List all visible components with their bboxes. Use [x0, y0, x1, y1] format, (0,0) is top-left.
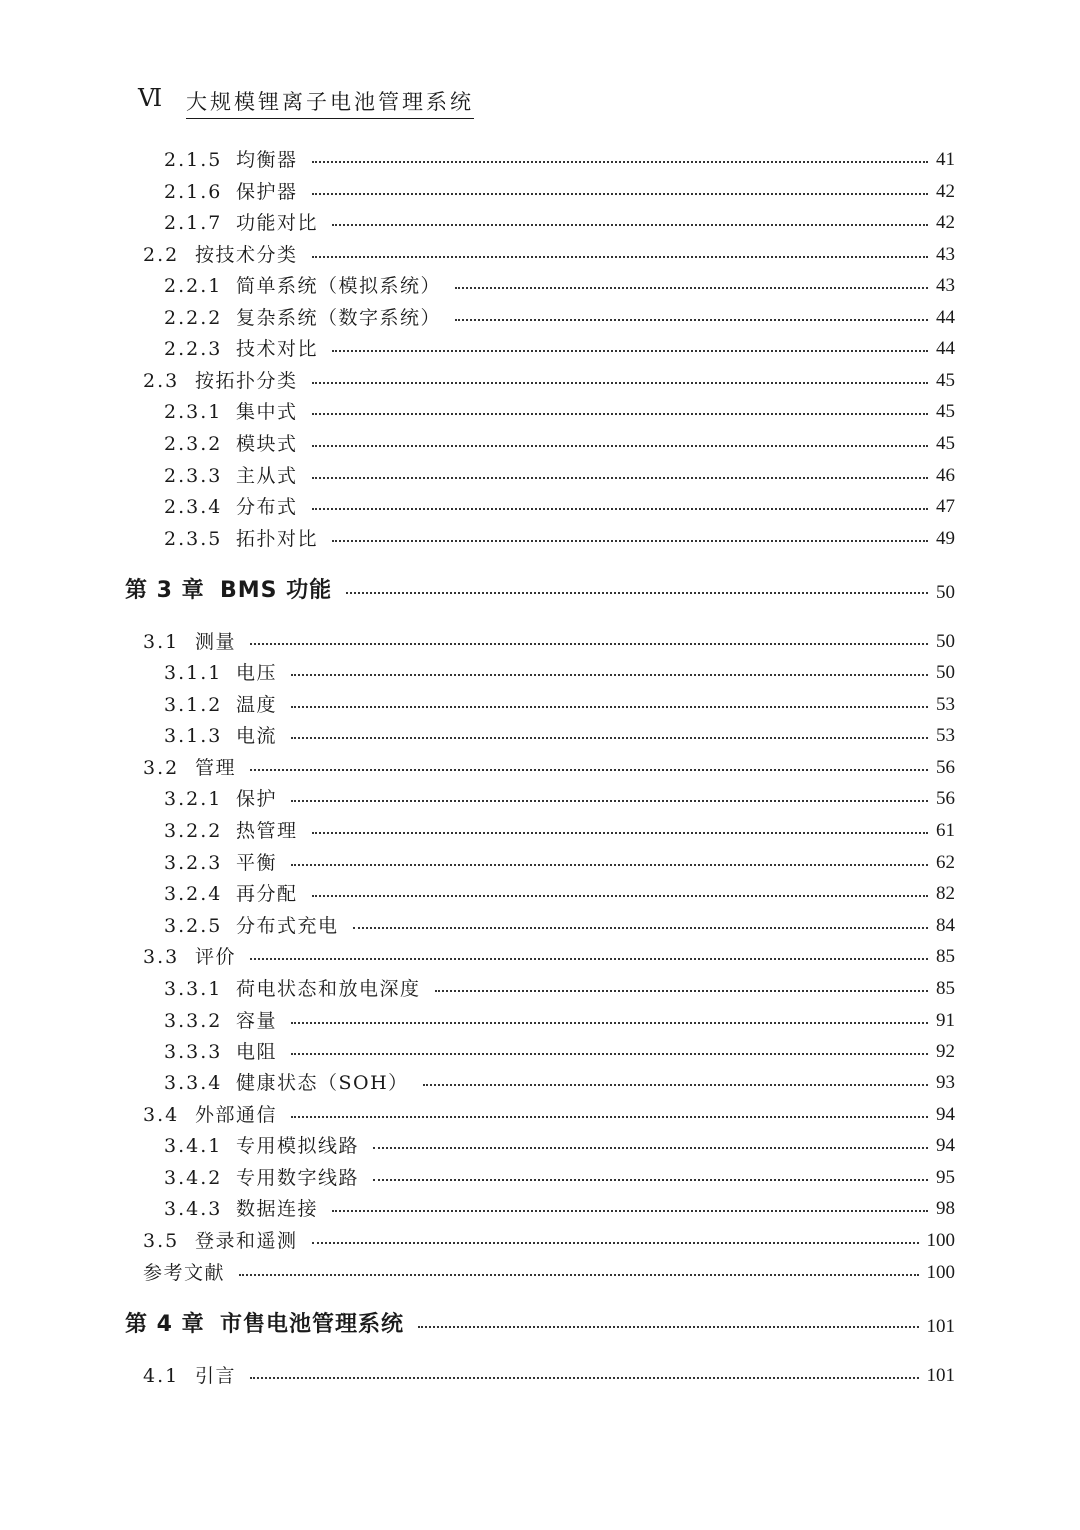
toc-entry-label: [164, 690, 277, 720]
toc-page-number: 53: [936, 725, 955, 746]
toc-entry[interactable]: [0, 879, 1080, 909]
toc-entry-number: 3.3.3: [164, 1041, 223, 1063]
toc-entry-label: [164, 816, 298, 846]
toc-page-number: 41: [936, 149, 955, 170]
toc-page-number: 82: [936, 883, 955, 904]
toc-chapter-entry[interactable]: [0, 1310, 1080, 1340]
toc-entry-label: [164, 1068, 409, 1098]
toc-entry-title: 健康状态（SOH）: [236, 1072, 409, 1094]
toc-entry-number: 第 3 章: [125, 578, 205, 603]
toc-entry-label: [143, 942, 236, 972]
toc-entry-number: 3.4: [143, 1104, 180, 1126]
toc-entry-number: 3.2: [143, 757, 180, 779]
toc-entry-number: 2.2.3: [164, 338, 223, 360]
toc-entry-number: 2.3.4: [164, 496, 223, 518]
toc-entry-label: [164, 303, 441, 333]
toc-entry-number: 2.3: [143, 370, 180, 392]
dot-leader: [291, 737, 928, 739]
toc-entry-label: [143, 753, 236, 783]
toc-page-number: 84: [936, 915, 955, 936]
toc-entry-title: 专用数字线路: [236, 1167, 360, 1189]
dot-leader: [332, 350, 928, 352]
toc-entry-label: [143, 240, 298, 270]
toc-entry-number: 3.1.1: [164, 662, 223, 684]
toc-entry[interactable]: [0, 461, 1080, 491]
toc-entry-title: 按技术分类: [195, 244, 298, 266]
dot-leader: [435, 990, 928, 992]
toc-page-number: 100: [926, 1230, 955, 1251]
toc-entry-title: 保护器: [236, 181, 298, 203]
toc-page-number: 50: [936, 582, 955, 603]
toc-page-number: 93: [936, 1072, 955, 1093]
toc-entry-label: [164, 974, 421, 1004]
toc-page-number: 42: [936, 181, 955, 202]
toc-entry-title: 评价: [195, 946, 237, 968]
toc-entry-title: 电压: [236, 662, 278, 684]
toc-entry-number: 3.2.1: [164, 788, 223, 810]
toc-entry-number: 第 4 章: [125, 1312, 205, 1337]
toc-entry[interactable]: [0, 492, 1080, 522]
toc-entry[interactable]: [0, 240, 1080, 270]
toc-entry[interactable]: [0, 1194, 1080, 1224]
dot-leader: [373, 1179, 928, 1181]
toc-entry-title: 功能对比: [236, 212, 319, 234]
toc-entry-label: [164, 271, 441, 301]
toc-page-number: 44: [936, 338, 955, 359]
toc-entry[interactable]: [0, 816, 1080, 846]
toc-page-number: 85: [936, 978, 955, 999]
toc-entry-number: 2.1.6: [164, 181, 223, 203]
toc-entry-label: [164, 1163, 359, 1193]
toc-entry[interactable]: [0, 366, 1080, 396]
toc-page-number: 49: [936, 528, 955, 549]
toc-entry[interactable]: [0, 303, 1080, 333]
dot-leader: [455, 319, 928, 321]
dot-leader: [291, 1116, 928, 1118]
toc-page-number: 61: [936, 820, 955, 841]
toc-entry-title: 温度: [236, 694, 278, 716]
toc-entry-title: 保护: [236, 788, 278, 810]
toc-entry-title: 测量: [195, 631, 237, 653]
toc-entry-number: 3.4.2: [164, 1167, 223, 1189]
dot-leader: [312, 382, 928, 384]
toc-entry[interactable]: [0, 911, 1080, 941]
toc-entry[interactable]: [0, 177, 1080, 207]
toc-entry-label: [164, 1037, 277, 1067]
toc-entry-label: [164, 1194, 318, 1224]
toc-entry-number: 4.1: [143, 1365, 180, 1387]
toc-entry-number: 3.2.4: [164, 883, 223, 905]
toc-entry-label: [164, 879, 298, 909]
toc-entry[interactable]: [0, 1006, 1080, 1036]
toc-entry-title: 按拓扑分类: [195, 370, 298, 392]
dot-leader: [418, 1326, 918, 1328]
toc-entry-title: 主从式: [236, 465, 298, 487]
dot-leader: [291, 1022, 928, 1024]
toc-entry-title: 模块式: [236, 433, 298, 455]
toc-entry-number: 3.3.4: [164, 1072, 223, 1094]
toc-entry-number: 2.1.7: [164, 212, 223, 234]
toc-entry[interactable]: [0, 1258, 1080, 1288]
toc-entry[interactable]: [0, 208, 1080, 238]
dot-leader: [291, 800, 928, 802]
dot-leader: [312, 161, 928, 163]
toc-entry[interactable]: [0, 753, 1080, 783]
toc-entry-title: 热管理: [236, 820, 298, 842]
dot-leader: [353, 927, 928, 929]
toc-page-number: 50: [936, 631, 955, 652]
toc-entry-title: 专用模拟线路: [236, 1135, 360, 1157]
dot-leader: [250, 643, 928, 645]
toc-entry-title: 拓扑对比: [236, 528, 319, 550]
toc-page-number: 98: [936, 1198, 955, 1219]
toc-entry-number: 2.1.5: [164, 149, 223, 171]
dot-leader: [312, 413, 928, 415]
dot-leader: [423, 1084, 928, 1086]
toc-entry-title: 简单系统（模拟系统）: [236, 275, 442, 297]
toc-entry[interactable]: [0, 271, 1080, 301]
toc-entry-label: [164, 721, 277, 751]
toc-entry-number: 2.2: [143, 244, 180, 266]
toc-page-number: 43: [936, 275, 955, 296]
toc-entry-number: 2.3.3: [164, 465, 223, 487]
toc-page-number: 95: [936, 1167, 955, 1188]
dot-leader: [312, 193, 928, 195]
toc-entry-title: 参考文献: [143, 1262, 226, 1284]
dot-leader: [332, 540, 928, 542]
toc-entry-title: 分布式充电: [236, 915, 339, 937]
toc-entry-label: [164, 461, 298, 491]
toc-entry-number: 3.1.3: [164, 725, 223, 747]
toc-entry-label: [164, 429, 298, 459]
toc-entry-number: 3.2.3: [164, 852, 223, 874]
toc-entry-title: 均衡器: [236, 149, 298, 171]
toc-page-number: 62: [936, 852, 955, 873]
toc-entry-number: 3.1: [143, 631, 180, 653]
dot-leader: [312, 832, 928, 834]
toc-entry[interactable]: [0, 627, 1080, 657]
toc-entry-label: [164, 848, 277, 878]
toc-entry[interactable]: [0, 429, 1080, 459]
toc-entry[interactable]: [0, 721, 1080, 751]
dot-leader: [332, 224, 928, 226]
dot-leader: [250, 958, 928, 960]
toc-entry-label: [143, 1226, 298, 1256]
dot-leader: [239, 1274, 918, 1276]
toc-entry-label: [164, 492, 298, 522]
toc-page-number: 91: [936, 1010, 955, 1031]
dot-leader: [250, 1377, 918, 1379]
toc-entry-number: 3.1.2: [164, 694, 223, 716]
toc-entry-number: 3.5: [143, 1230, 180, 1252]
toc-entry-number: 2.2.2: [164, 307, 223, 329]
toc-page-number: 45: [936, 401, 955, 422]
toc-entry-title: 再分配: [236, 883, 298, 905]
toc-entry-label: [164, 1131, 359, 1161]
toc-entry-number: 3.2.5: [164, 915, 223, 937]
dot-leader: [312, 445, 928, 447]
toc-page-number: 101: [926, 1365, 955, 1386]
toc-page-number: 94: [936, 1104, 955, 1125]
toc-entry[interactable]: [0, 524, 1080, 554]
toc-entry-label: [164, 177, 298, 207]
toc-entry-title: 登录和遥测: [195, 1230, 298, 1252]
toc-entry-number: 2.3.5: [164, 528, 223, 550]
page-number: Ⅵ: [138, 86, 164, 112]
book-title: 大规模锂离子电池管理系统: [186, 86, 474, 119]
toc-entry-title: 容量: [236, 1010, 278, 1032]
toc-entry-number: 2.3.2: [164, 433, 223, 455]
toc-entry-number: 2.2.1: [164, 275, 223, 297]
toc-page-number: 100: [926, 1262, 955, 1283]
toc-entry-title: 外部通信: [195, 1104, 278, 1126]
toc-entry-title: 电流: [236, 725, 278, 747]
toc-entry-label: [143, 1361, 236, 1391]
toc-entry[interactable]: [0, 690, 1080, 720]
toc-entry-number: 3.3.2: [164, 1010, 223, 1032]
toc-page-number: 42: [936, 212, 955, 233]
dot-leader: [346, 592, 928, 594]
toc-entry[interactable]: [0, 848, 1080, 878]
toc-page-number: 44: [936, 307, 955, 328]
toc-page-number: 53: [936, 694, 955, 715]
toc-entry[interactable]: [0, 334, 1080, 364]
dot-leader: [291, 674, 928, 676]
toc-entry-label: [164, 334, 318, 364]
toc-entry-label: [143, 1258, 225, 1288]
toc-entry-title: 分布式: [236, 496, 298, 518]
toc-entry-label: [143, 366, 298, 396]
toc-entry-title: 集中式: [236, 401, 298, 423]
toc-entry-title: 荷电状态和放电深度: [236, 978, 421, 1000]
toc-entry-title: 复杂系统（数字系统）: [236, 307, 442, 329]
dot-leader: [312, 895, 928, 897]
dot-leader: [332, 1210, 928, 1212]
toc-entry-label: [125, 1310, 404, 1340]
toc-entry-label: [164, 208, 318, 238]
toc-entry[interactable]: [0, 1163, 1080, 1193]
toc-entry-label: [125, 576, 332, 606]
toc-entry-number: 3.4.3: [164, 1198, 223, 1220]
toc-page-number: 46: [936, 465, 955, 486]
toc-entry[interactable]: [0, 974, 1080, 1004]
toc-entry[interactable]: [0, 1361, 1080, 1391]
dot-leader: [250, 769, 928, 771]
toc-entry-number: 3.3.1: [164, 978, 223, 1000]
toc-entry[interactable]: [0, 784, 1080, 814]
toc-entry-label: [164, 524, 318, 554]
toc-entry-label: [164, 145, 298, 175]
toc-page-number: 101: [926, 1316, 955, 1337]
toc-entry-label: [164, 911, 339, 941]
toc-page-number: 94: [936, 1135, 955, 1156]
toc-entry-label: [143, 1100, 277, 1130]
dot-leader: [312, 477, 928, 479]
toc-page-number: 56: [936, 788, 955, 809]
dot-leader: [312, 256, 928, 258]
toc-entry-title: 数据连接: [236, 1198, 319, 1220]
toc-entry-label: [164, 658, 277, 688]
dot-leader: [455, 287, 928, 289]
dot-leader: [312, 1242, 919, 1244]
toc-entry-title: 管理: [195, 757, 237, 779]
toc-entry-title: 技术对比: [236, 338, 319, 360]
toc-page-number: 45: [936, 433, 955, 454]
dot-leader: [312, 508, 928, 510]
toc-page-number: 45: [936, 370, 955, 391]
toc-entry-title: 市售电池管理系统: [220, 1312, 405, 1337]
dot-leader: [291, 706, 928, 708]
toc-entry[interactable]: [0, 1068, 1080, 1098]
toc-entry[interactable]: [0, 397, 1080, 427]
toc-entry-label: [164, 1006, 277, 1036]
toc-entry[interactable]: [0, 1100, 1080, 1130]
dot-leader: [291, 1053, 928, 1055]
toc-entry-title: 平衡: [236, 852, 278, 874]
toc-entry-number: 2.3.1: [164, 401, 223, 423]
toc-entry-title: BMS 功能: [220, 578, 333, 603]
dot-leader: [291, 864, 928, 866]
toc-entry-title: 引言: [195, 1365, 237, 1387]
toc-page-number: 56: [936, 757, 955, 778]
toc-page-number: 50: [936, 662, 955, 683]
toc-page-number: 85: [936, 946, 955, 967]
toc-entry-title: 电阻: [236, 1041, 278, 1063]
toc-entry-label: [164, 397, 298, 427]
toc-entry[interactable]: [0, 145, 1080, 175]
toc-page-number: 47: [936, 496, 955, 517]
toc-entry[interactable]: [0, 1037, 1080, 1067]
toc-entry-label: [143, 627, 236, 657]
toc-entry[interactable]: [0, 1226, 1080, 1256]
toc-entry-label: [164, 784, 277, 814]
toc-entry-number: 3.4.1: [164, 1135, 223, 1157]
toc-entry-number: 3.2.2: [164, 820, 223, 842]
toc-entry[interactable]: [0, 1131, 1080, 1161]
toc-page-number: 92: [936, 1041, 955, 1062]
toc-page-number: 43: [936, 244, 955, 265]
toc-chapter-entry[interactable]: [0, 576, 1080, 606]
toc-entry[interactable]: [0, 658, 1080, 688]
dot-leader: [373, 1147, 928, 1149]
toc-entry-number: 3.3: [143, 946, 180, 968]
toc-entry[interactable]: [0, 942, 1080, 972]
